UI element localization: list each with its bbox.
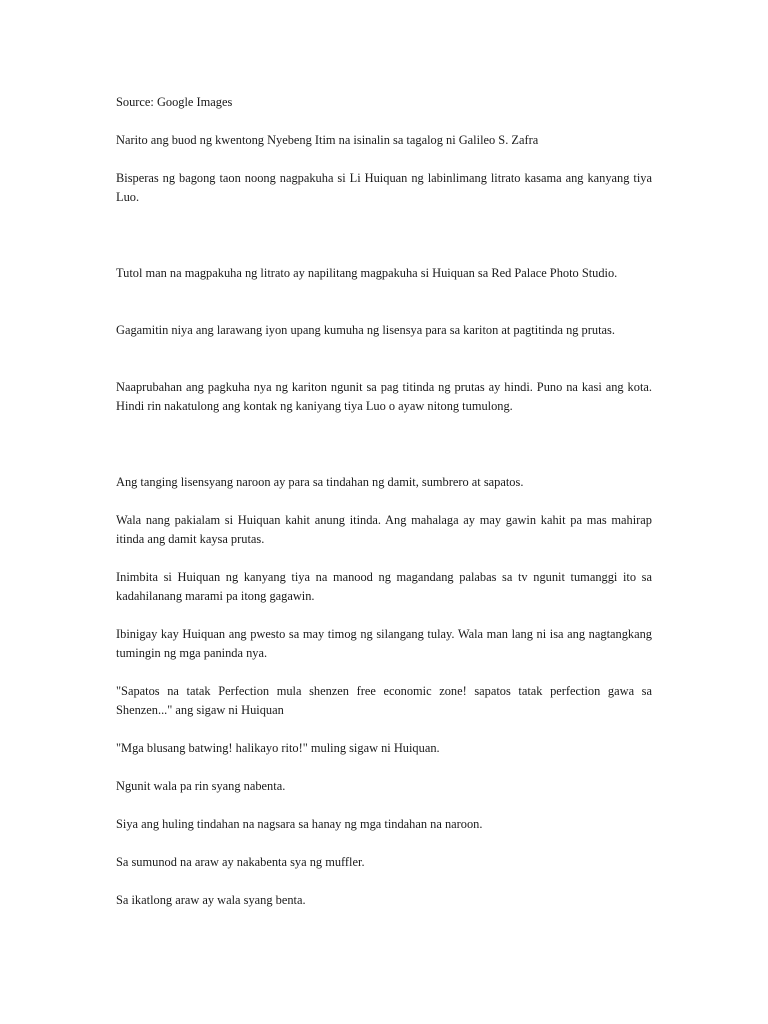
paragraph: Naaprubahan ang pagkuha nya ng kariton ngunit sa pag titinda ng prutas ay hindi. Puno na kasi ang kota. Hindi rin nakatulong ang kontak ng kaniyang tiya Luo o ayaw nitong tumulong.: [116, 380, 652, 413]
paragraph: Ang tanging lisensyang naroon ay para sa tindahan ng damit, sumbrero at sapatos.: [116, 475, 524, 489]
paragraph: Bisperas ng bagong taon noong nagpakuha si Li Huiquan ng labinlimang litrato kasama ang kanyang tiya Luo.: [116, 171, 652, 204]
paragraph: Sa ikatlong araw ay wala syang benta.: [116, 893, 306, 907]
paragraph: "Sapatos na tatak Perfection mula shenzen free economic zone! sapatos tatak perfection gawa sa Shenzen..." ang sigaw ni Huiquan: [116, 684, 652, 717]
paragraph: Sa sumunod na araw ay nakabenta sya ng muffler.: [116, 855, 365, 869]
paragraph-intro: Narito ang buod ng kwentong Nyebeng Itim na isinalin sa tagalog ni Galileo S. Zafra: [116, 133, 539, 147]
paragraph: Wala nang pakialam si Huiquan kahit anung itinda. Ang mahalaga ay may gawin kahit pa mas mahirap itinda ang damit kaysa prutas.: [116, 513, 652, 546]
paragraph: Tutol man na magpakuha ng litrato ay napilitang magpakuha si Huiquan sa Red Palace Photo Studio.: [116, 266, 618, 280]
paragraph: Ngunit wala pa rin syang nabenta.: [116, 779, 286, 793]
paragraph: Ibinigay kay Huiquan ang pwesto sa may timog ng silangang tulay. Wala man lang ni isa ang nagtangkang tumingin ng mga paninda nya.: [116, 627, 652, 660]
paragraph: Siya ang huling tindahan na nagsara sa hanay ng mga tindahan na naroon.: [116, 817, 483, 831]
source-line: Source: Google Images: [116, 95, 233, 109]
paragraph: Inimbita si Huiquan ng kanyang tiya na manood ng magandang palabas sa tv ngunit tumanggi ito sa kadahilanang marami pa itong gagawin.: [116, 570, 652, 603]
paragraph: "Mga blusang batwing! halikayo rito!" muling sigaw ni Huiquan.: [116, 741, 440, 755]
paragraph: Gagamitin niya ang larawang iyon upang kumuha ng lisensya para sa kariton at pagtitinda ng prutas.: [116, 323, 615, 337]
